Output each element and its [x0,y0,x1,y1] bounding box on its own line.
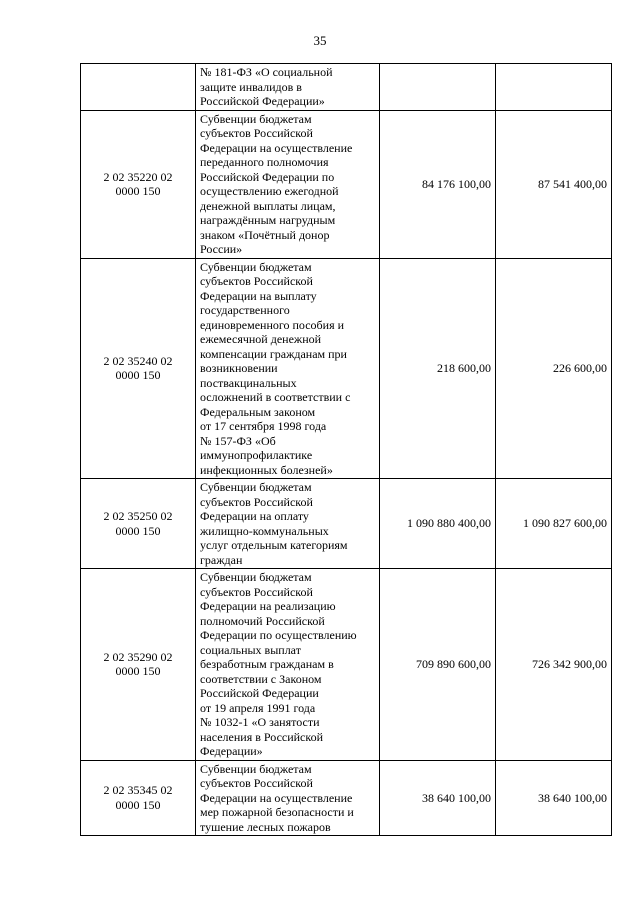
description-cell: Субвенции бюджетам субъектов Российской Федерации на оплату жилищно-коммунальных услуг отдельным категориям граждан [196,479,380,569]
amount-year2-cell: 226 600,00 [496,258,612,479]
amount-year2-cell [496,64,612,111]
budget-code-cell: 2 02 35250 02 0000 150 [81,479,196,569]
amount-year2-cell: 726 342 900,00 [496,569,612,761]
budget-table [80,63,612,836]
amount-year1-cell: 84 176 100,00 [380,110,496,258]
budget-code-cell: 2 02 35240 02 0000 150 [81,258,196,479]
description-cell: № 181-ФЗ «О социальной защите инвалидов в Российской Федерации» [196,64,380,111]
description-cell: Субвенции бюджетам субъектов Российской Федерации на осуществление переданного полномочия Российской Федерации по осуществлению ежегодной денежной выплаты лицам, награждённым нагрудным знаком «Почётный донор России» [196,110,380,258]
description-cell: Субвенции бюджетам субъектов Российской Федерации на осуществление мер пожарной безопасности и тушение лесных пожаров [196,760,380,836]
table-row [81,258,612,479]
amount-year1-cell: 1 090 880 400,00 [380,479,496,569]
description-cell: Субвенции бюджетам субъектов Российской Федерации на реализацию полномочий Российской Федерации по осуществлению социальных выплат безработным гражданам в соответствии с Законом Российской Федерации от 19 апреля 1991 года № 1032-1 «О занятости населения в Российской Федерации» [196,569,380,761]
amount-year2-cell: 87 541 400,00 [496,110,612,258]
amount-year1-cell: 218 600,00 [380,258,496,479]
description-cell: Субвенции бюджетам субъектов Российской Федерации на выплату государственного единовременного пособия и ежемесячной денежной компенсации гражданам при возникновении поствакцинальных осложнений в соответствии с Федеральным законом от 17 сентября 1998 года № 157-ФЗ «Об иммунопрофилактике инфекционных болезней» [196,258,380,479]
table-row [81,760,612,836]
budget-code-cell: 2 02 35345 02 0000 150 [81,760,196,836]
amount-year1-cell: 709 890 600,00 [380,569,496,761]
budget-code-cell: 2 02 35220 02 0000 150 [81,110,196,258]
budget-code-cell: 2 02 35290 02 0000 150 [81,569,196,761]
table-row [81,569,612,761]
amount-year1-cell [380,64,496,111]
amount-year1-cell: 38 640 100,00 [380,760,496,836]
amount-year2-cell: 38 640 100,00 [496,760,612,836]
budget-code-cell [81,64,196,111]
page-number: 35 [313,33,327,48]
table-row [81,479,612,569]
table-row [81,64,612,111]
table-row [81,110,612,258]
amount-year2-cell: 1 090 827 600,00 [496,479,612,569]
